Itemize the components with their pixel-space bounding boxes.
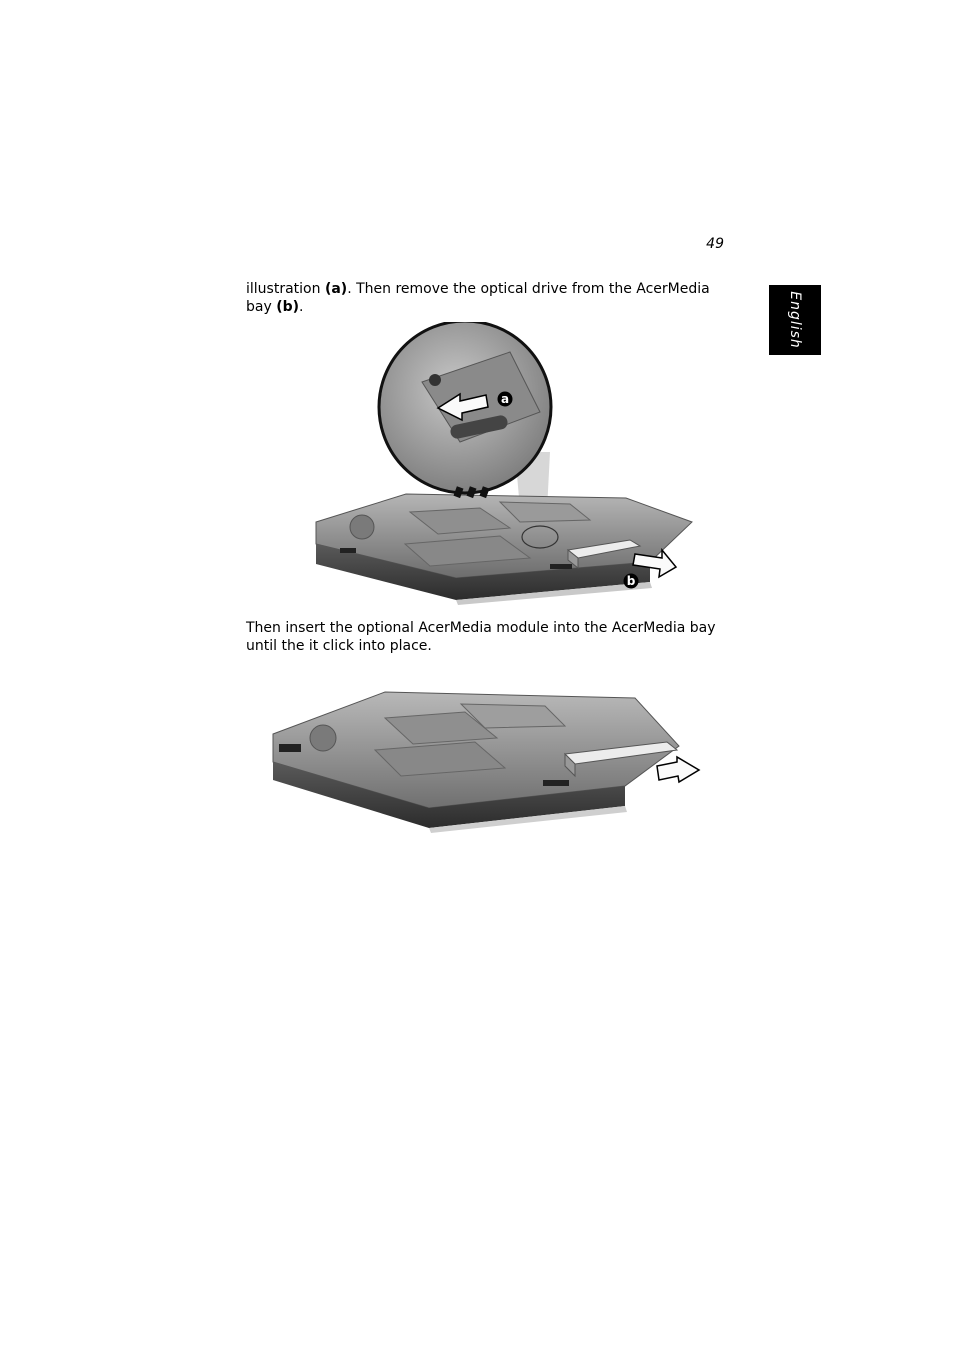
paragraph-remove-optical-drive (246, 280, 726, 316)
paragraph-insert-acermedia-module: Then insert the optional AcerMedia module into the AcerMedia bay until the it click into place. (246, 620, 716, 654)
callout-ref-a: (a) (324, 281, 348, 297)
figure-insert-acermedia-module (265, 668, 710, 833)
callout-ref-b: (b) (276, 299, 300, 315)
paragraph-text: . Then remove the optical drive from the AcerMedia bay (246, 281, 710, 315)
figure-remove-optical-drive (310, 322, 710, 607)
paragraph-text: . (299, 299, 304, 315)
paragraph-text: illustration (246, 281, 325, 297)
language-side-tab (769, 285, 821, 355)
callout-b-label: b (626, 574, 636, 588)
laptop-insert-illustration (265, 668, 710, 833)
language-side-tab-label: English (787, 291, 803, 349)
callout-a-label: a (500, 392, 510, 406)
page-number: 49 (706, 236, 724, 252)
laptop-bottom-illustration (310, 322, 710, 607)
